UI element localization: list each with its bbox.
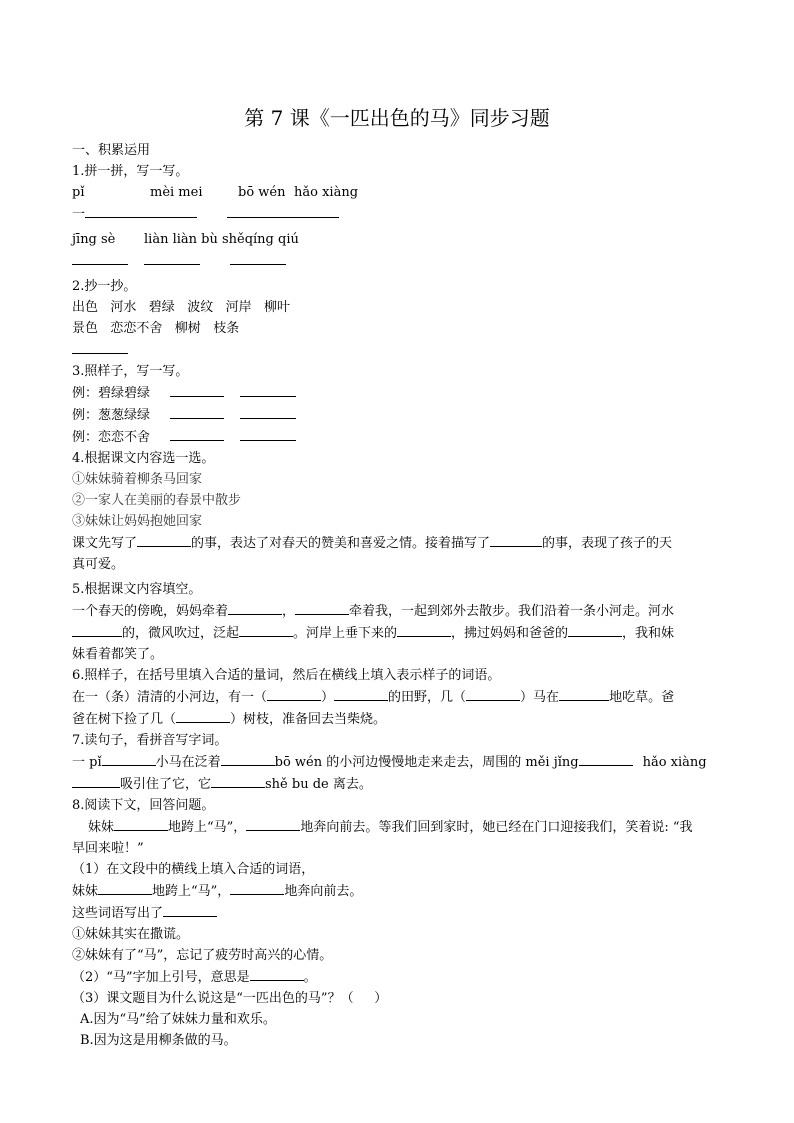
answer-blank[interactable]: [163, 902, 217, 917]
text: 牵着我，一起到郊外去散步。我们沿着一条小河走。河水: [349, 604, 675, 619]
q8-option: ②妹妹有了“马”，忘记了疲劳时高兴的心情。: [72, 948, 333, 963]
text: 的田野，几（: [388, 690, 467, 705]
answer-blank[interactable]: [114, 816, 168, 831]
example-text: 例：恋恋不舍: [72, 430, 151, 445]
answer-blank[interactable]: [267, 686, 321, 701]
q6-line1: [72, 686, 722, 708]
answer-blank[interactable]: [240, 382, 296, 397]
q8-sub1-line2: [72, 902, 722, 924]
q4-option: ①妹妹骑着柳条马回家: [72, 472, 203, 487]
text: ，拂过妈妈和爸爸的: [451, 626, 569, 641]
text: hǎo xiàng: [642, 755, 707, 770]
answer-blank[interactable]: [102, 751, 156, 766]
answer-blank[interactable]: [397, 622, 451, 637]
q4-option: ②一家人在美丽的春景中散步: [72, 493, 242, 508]
q3-row: [72, 404, 722, 426]
q6-line2: [72, 708, 722, 730]
text: 。: [303, 970, 317, 985]
q7-line2: [72, 773, 722, 795]
text: （2）“马”字加上引号，意思是: [72, 970, 250, 985]
text: 一 pǐ: [72, 755, 102, 770]
q4-text-line2: 真可爱。: [72, 557, 125, 572]
answer-blank[interactable]: [144, 250, 200, 265]
text: ）树枝，准备回去当柴烧。: [230, 712, 387, 727]
text: 的事，表达了对春天的赞美和喜爱之情。接着描写了: [191, 536, 491, 551]
text: ，: [282, 604, 296, 619]
q4-option: ③妹妹让妈妈抱她回家: [72, 514, 203, 529]
text: ，我和妹: [622, 626, 675, 641]
text: 的，微风吹过，泛起: [122, 626, 240, 641]
q8-sub3: （3）课文题目为什么说这是“一匹出色的马”？（ ）: [72, 991, 388, 1006]
q1-pinyin-row1: [72, 182, 722, 203]
answer-blank[interactable]: [240, 404, 296, 419]
text: 地吃草。爸: [609, 690, 675, 705]
answer-blank[interactable]: [230, 880, 284, 895]
q4-text-line1: [72, 532, 722, 554]
answer-blank[interactable]: [72, 622, 122, 637]
text: bō wén 的小河边慢慢地走来走去，周围的 měi jǐng: [274, 755, 579, 770]
answer-blank[interactable]: [228, 600, 282, 615]
answer-blank[interactable]: [85, 203, 141, 218]
q5-line2: [72, 622, 722, 644]
q8-passage-line1: [72, 816, 722, 838]
q8-heading: 8.阅读下文，回答问题。: [72, 798, 215, 813]
q3-heading: 3.照样子，写一写。: [72, 364, 189, 379]
answer-blank[interactable]: [72, 773, 120, 788]
q7-heading: 7.读句子，看拼音写字词。: [72, 733, 228, 748]
text: 妹妹: [72, 884, 99, 899]
answer-blank[interactable]: [227, 203, 283, 218]
text: 小马在泛着: [155, 755, 221, 770]
pinyin: mèi mei: [150, 185, 203, 200]
text: 。河岸上垂下来的: [293, 626, 398, 641]
q8-sub1-line: [72, 880, 722, 902]
page-title: 第 7 课《一匹出色的马》同步习题: [244, 106, 550, 130]
q4-heading: 4.根据课文内容选一选。: [72, 451, 215, 466]
answer-blank[interactable]: [170, 426, 224, 441]
prefix-text: 一: [72, 207, 86, 222]
answer-blank[interactable]: [211, 773, 265, 788]
q5-line1: [72, 600, 722, 622]
text: 爸在树下捡了几（: [72, 712, 177, 727]
answer-blank[interactable]: [283, 203, 339, 218]
pinyin: hǎo xiàng: [294, 185, 359, 200]
answer-blank[interactable]: [239, 622, 293, 637]
q3-row: [72, 426, 722, 448]
text: ）: [321, 690, 335, 705]
answer-blank[interactable]: [240, 426, 296, 441]
text: 课文先写了: [72, 536, 138, 551]
q2-words-line2: 景色 恋恋不舍 柳树 枝条: [72, 321, 240, 336]
text: 吸引住了它，它: [120, 777, 212, 792]
text: 地跨上“马”，: [168, 820, 247, 835]
q8-sub2: [72, 966, 722, 988]
q1-pinyin-row2: [72, 229, 722, 250]
answer-blank[interactable]: [230, 250, 286, 265]
section-heading: 一、积累运用: [72, 143, 151, 158]
q6-heading: 6.照样子，在括号里填入合适的量词，然后在横线上填入表示样子的词语。: [72, 668, 501, 683]
text: 妹妹: [88, 820, 115, 835]
q7-line1: [72, 751, 722, 773]
q2-heading: 2.抄一抄。: [72, 279, 137, 294]
answer-blank[interactable]: [72, 339, 128, 354]
answer-blank[interactable]: [170, 382, 224, 397]
pinyin: bō wén: [238, 185, 286, 200]
worksheet: [72, 104, 722, 1051]
answer-blank[interactable]: [466, 686, 520, 701]
answer-blank[interactable]: [579, 751, 633, 766]
q8-choice-a: A.因为“马”给了妹妹力量和欢乐。: [80, 1012, 276, 1027]
answer-blank[interactable]: [334, 686, 388, 701]
answer-blank[interactable]: [137, 532, 191, 547]
answer-blank[interactable]: [176, 708, 230, 723]
text: 地跨上“马”，: [152, 884, 231, 899]
answer-blank[interactable]: [295, 600, 349, 615]
answer-blank[interactable]: [559, 686, 609, 701]
pinyin: pǐ: [72, 185, 85, 200]
q2-words-line1: 出色 河水 碧绿 波纹 河岸 柳叶: [72, 300, 290, 315]
q8-option: ①妹妹其实在撒谎。: [72, 927, 190, 942]
answer-blank[interactable]: [568, 622, 622, 637]
q1-blank-row2: [72, 250, 722, 272]
answer-blank[interactable]: [221, 751, 275, 766]
answer-blank[interactable]: [141, 203, 197, 218]
q1-heading: 1.拼一拼，写一写。: [72, 164, 189, 179]
text: 的事，表现了孩子的天: [542, 536, 673, 551]
text: 这些词语写出了: [72, 906, 164, 921]
q1-blank-row1: [72, 203, 722, 225]
pinyin: liàn liàn bù shěqíng qiú: [144, 232, 299, 247]
q2-blank-row: [72, 339, 722, 361]
text: 地奔向前去。等我们回到家时，她已经在门口迎接我们，笑着说: “我: [300, 820, 693, 835]
answer-blank[interactable]: [246, 816, 300, 831]
q8-sub1: （1）在文段中的横线上填入合适的词语，: [72, 862, 315, 877]
answer-blank[interactable]: [98, 880, 152, 895]
example-text: 例：碧绿碧绿: [72, 386, 151, 401]
answer-blank[interactable]: [72, 250, 128, 265]
answer-blank[interactable]: [490, 532, 542, 547]
q5-line3: 妹看着都笑了。: [72, 647, 164, 662]
text: shě bu de 离去。: [265, 777, 372, 792]
q3-row: [72, 382, 722, 404]
answer-blank[interactable]: [170, 404, 224, 419]
pinyin: jīng sè: [72, 232, 116, 247]
text: 在一（条）清清的小河边，有一（: [72, 690, 268, 705]
answer-blank[interactable]: [250, 966, 304, 981]
text: 地奔向前去。: [284, 884, 363, 899]
text: 一个春天的傍晚，妈妈牵着: [72, 604, 229, 619]
q8-choice-b: B.因为这是用柳条做的马。: [80, 1033, 237, 1048]
q8-passage-line2: 早回来啦！”: [72, 841, 144, 856]
q5-heading: 5.根据课文内容填空。: [72, 582, 202, 597]
text: ）马在: [520, 690, 560, 705]
example-text: 例：葱葱绿绿: [72, 408, 151, 423]
